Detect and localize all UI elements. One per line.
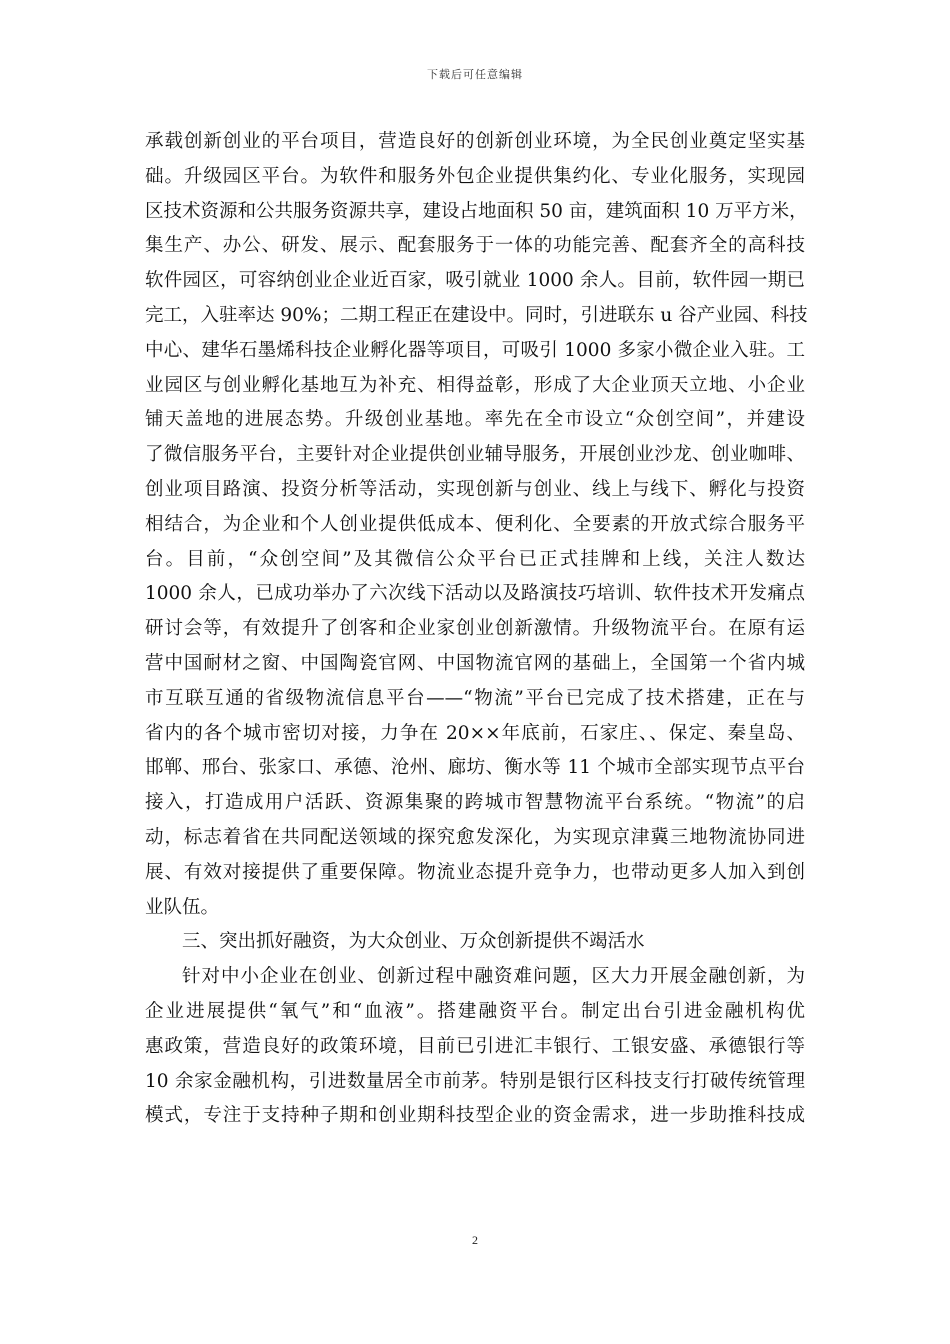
section-heading: 三、突出抓好融资，为大众创业、万众创新提供不竭活水 [182, 931, 645, 953]
text-line: 承载创新创业的平台项目，营造良好的创新创业环境，为全民创业奠定坚实基 [145, 131, 805, 152]
text-line: 业队伍。 [145, 896, 220, 918]
page-header: 下载后可任意编辑 [427, 68, 523, 81]
text-line: 模式，专注于支持种子期和创业期科技型企业的资金需求，进一步助推科技成 [145, 1105, 805, 1127]
text-line: 1000 余人，已成功举办了六次线下活动以及路演技巧培训、软件技术开发痛点 [145, 583, 805, 605]
text-line: 企业进展提供“氧气”和“血液”。搭建融资平台。制定出台引进金融机构优 [145, 1000, 805, 1022]
text-line: 础。升级园区平台。为软件和服务外包企业提供集约化、专业化服务，实现园 [145, 165, 805, 187]
text-line: 展、有效对接提供了重要保障。物流业态提升竞争力，也带动更多人加入到创 [145, 861, 805, 883]
text-line: 邯郸、邢台、张家口、承德、沧州、廊坊、衡水等 11 个城市全部实现节点平台 [145, 757, 805, 779]
text-line: 相结合，为企业和个人创业提供低成本、便利化、全要素的开放式综合服务平 [145, 513, 805, 535]
text-line: 铺天盖地的进展态势。升级创业基地。率先在全市设立“众创空间”，并建设 [145, 409, 805, 431]
text-line: 接入，打造成用户活跃、资源集聚的跨城市智慧物流平台系统。“物流”的启 [145, 792, 805, 814]
text-line: 营中国耐材之窗、中国陶瓷官网、中国物流官网的基础上，全国第一个省内城 [145, 652, 805, 674]
text-line: 动，标志着省在共同配送领域的探究愈发深化，为实现京津冀三地物流协同进 [145, 826, 805, 848]
text-line: 中心、建华石墨烯科技企业孵化器等项目，可吸引 1000 多家小微企业入驻。工 [145, 339, 805, 361]
text-line: 区技术资源和公共服务资源共享，建设占地面积 50 亩，建筑面积 10 万平方米， [145, 200, 808, 222]
text-line: 省内的各个城市密切对接，力争在 20××年底前，石家庄、、保定、秦皇岛、 [145, 722, 805, 744]
page-number: 2 [472, 1233, 478, 1247]
text-line: 台。目前，“众创空间”及其微信公众平台已正式挂牌和上线，关注人数达 [145, 548, 805, 570]
text-line: 创业项目路演、投资分析等活动，实现创新与创业、线上与线下、孵化与投资 [145, 478, 805, 500]
body-text [145, 125, 808, 1134]
text-line: 10 余家金融机构，引进数量居全市前茅。特别是银行区科技支行打破传统管理 [145, 1070, 805, 1092]
text-line: 完工，入驻率达 90%；二期工程正在建设中。同时，引进联东 u 谷产业园、科技 [145, 304, 808, 326]
text-line: 了微信服务平台，主要针对企业提供创业辅导服务，开展创业沙龙、创业咖啡、 [145, 444, 805, 466]
text-line: 软件园区，可容纳创业企业近百家，吸引就业 1000 余人。目前，软件园一期已 [145, 270, 805, 292]
text-line: 针对中小企业在创业、创新过程中融资难问题，区大力开展金融创新，为 [182, 966, 805, 988]
text-line: 研讨会等，有效提升了创客和企业家创业创新激情。升级物流平台。在原有运 [145, 618, 805, 640]
text-line: 惠政策，营造良好的政策环境，目前已引进汇丰银行、工银安盛、承德银行等 [145, 1035, 805, 1057]
text-line: 业园区与创业孵化基地互为补充、相得益彰，形成了大企业顶天立地、小企业 [145, 374, 805, 396]
text-line: 市互联互通的省级物流信息平台——“物流”平台已完成了技术搭建，正在与 [145, 687, 805, 709]
text-line: 集生产、办公、研发、展示、配套服务于一体的功能完善、配套齐全的高科技 [145, 235, 805, 257]
